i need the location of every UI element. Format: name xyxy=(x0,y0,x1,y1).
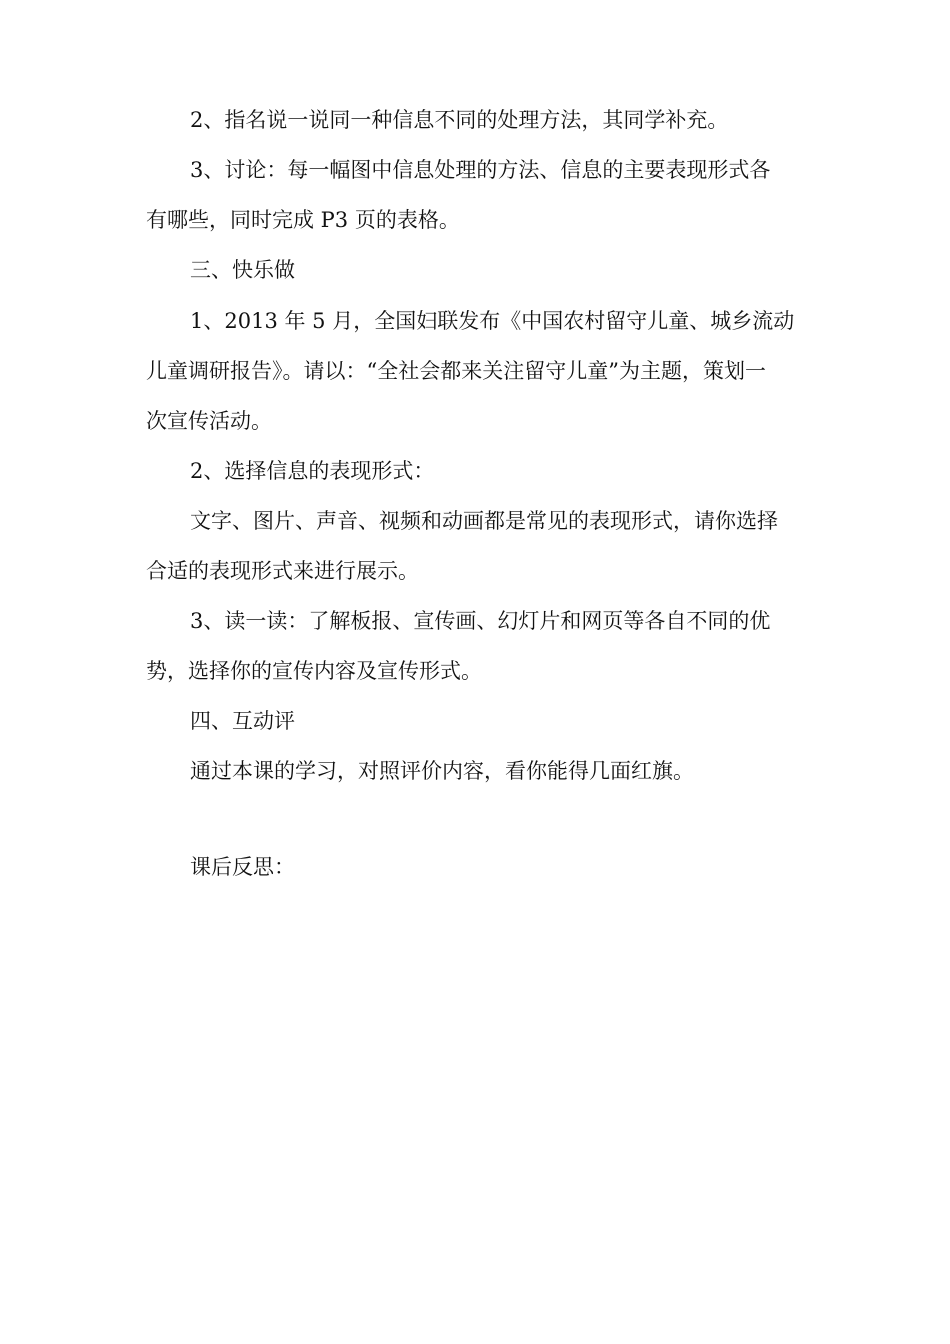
reflection-label: 课后反思： xyxy=(190,855,295,879)
paragraph-line: 合适的表现形式来进行展示。 xyxy=(146,559,419,583)
paragraph-line: 2、指名说一说同一种信息不同的处理方法，其同学补充。 xyxy=(190,108,729,132)
paragraph-line: 儿童调研报告》。请以：“全社会都来关注留守儿童”为主题，策划一 xyxy=(146,359,766,383)
paragraph-line: 2、选择信息的表现形式： xyxy=(190,459,435,483)
paragraph-line: 通过本课的学习，对照评价内容，看你能得几面红旗。 xyxy=(190,759,694,783)
paragraph-line: 1、2013 年 5 月，全国妇联发布《中国农村留守儿童、城乡流动 xyxy=(190,309,795,333)
section-heading: 三、快乐做 xyxy=(190,258,295,282)
section-heading: 四、互动评 xyxy=(190,709,295,733)
paragraph-line: 3、读一读：了解板报、宣传画、幻灯片和网页等各自不同的优 xyxy=(190,609,771,633)
paragraph-line: 次宣传活动。 xyxy=(146,409,272,433)
paragraph-line: 有哪些，同时完成 P3 页的表格。 xyxy=(146,208,460,232)
paragraph-line: 3、讨论：每一幅图中信息处理的方法、信息的主要表现形式各 xyxy=(190,158,771,182)
paragraph-line: 文字、图片、声音、视频和动画都是常见的表现形式，请你选择 xyxy=(190,509,778,533)
paragraph-line: 势，选择你的宣传内容及宣传形式。 xyxy=(146,659,482,683)
